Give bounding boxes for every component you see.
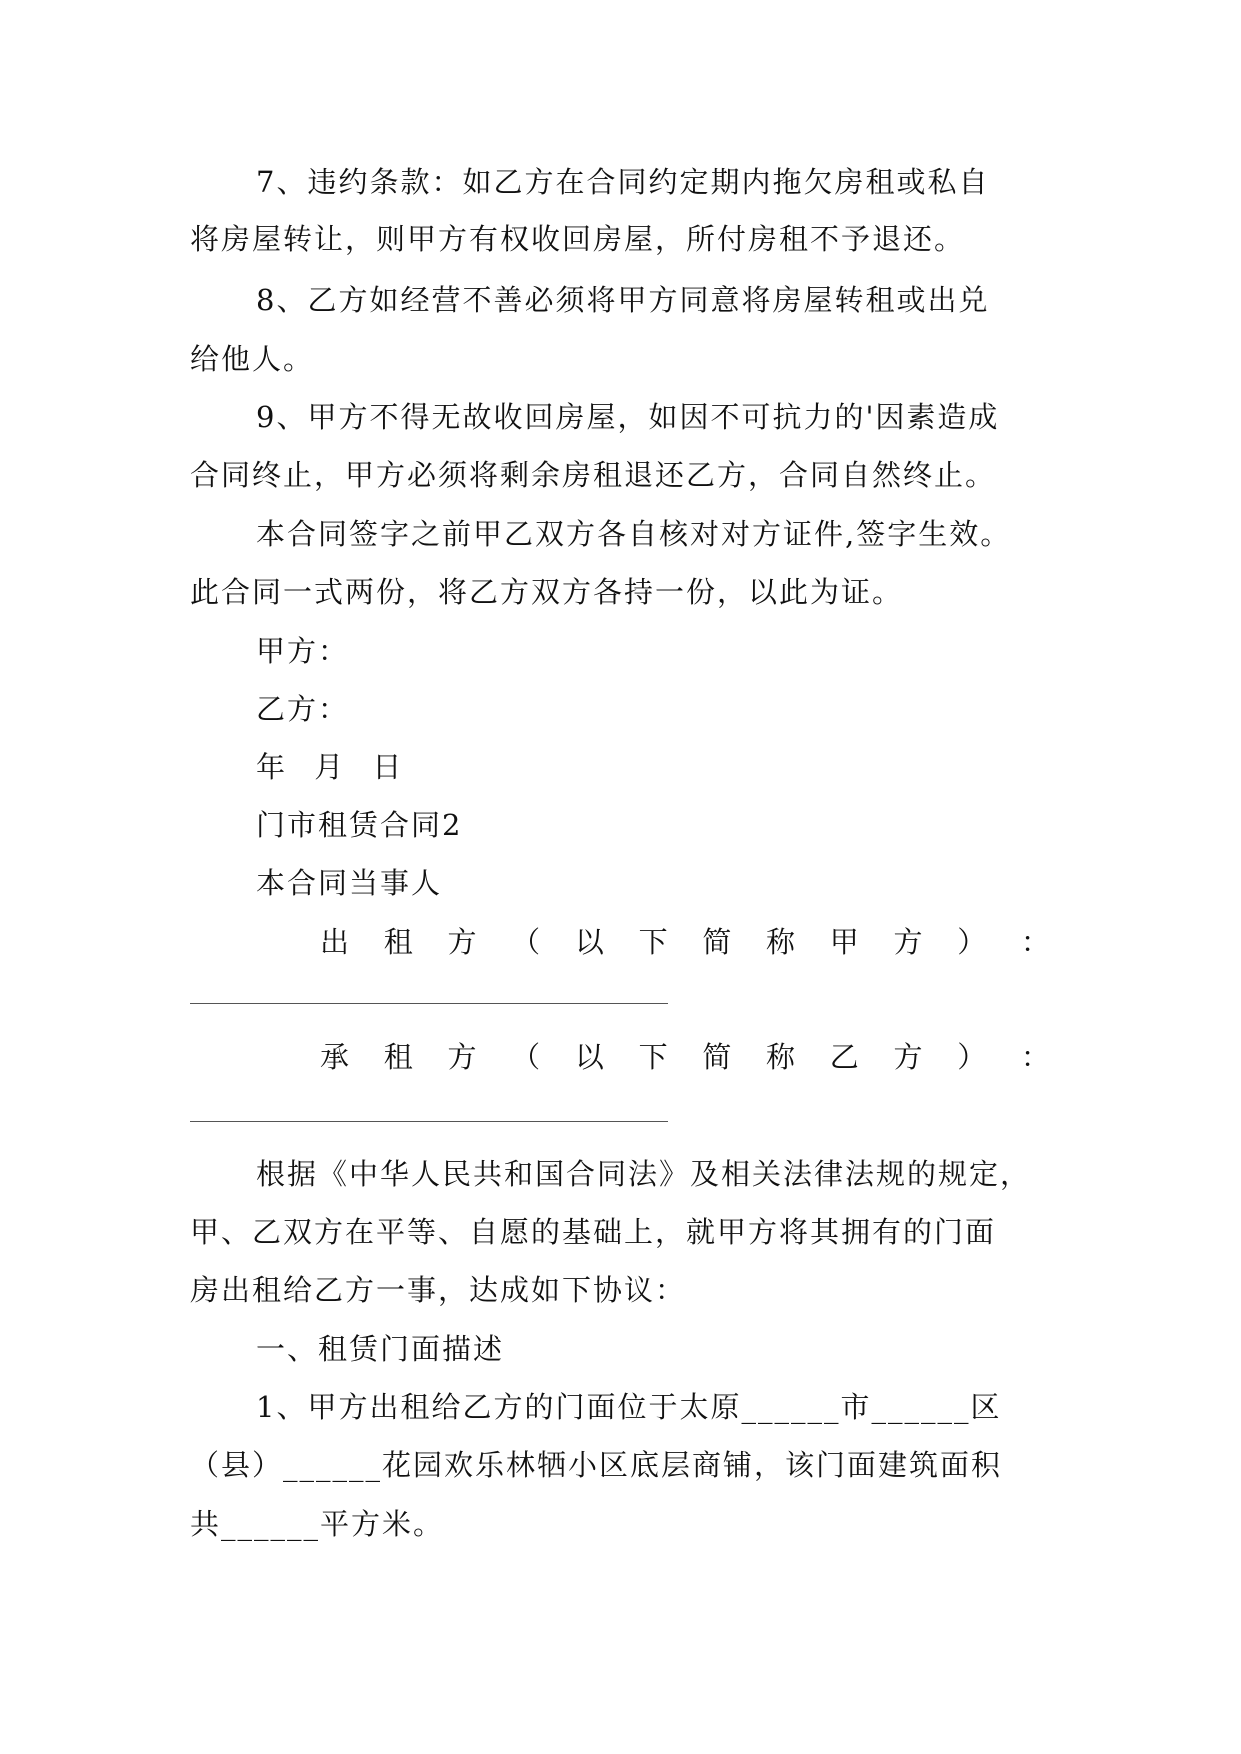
lessor-char: 方	[447, 925, 477, 959]
lessee-char: 乙	[829, 1040, 859, 1074]
lessee-char: 下	[638, 1040, 668, 1074]
lessee-char: 以	[574, 1040, 604, 1074]
lessor-char: 简	[702, 925, 732, 959]
item-1-line-2: （县）______花园欢乐林牺小区底层商铺，该门面建筑面积	[190, 1448, 1003, 1482]
lessee-char: 方	[893, 1040, 923, 1074]
preamble-line-2: 甲、乙双方在平等、自愿的基础上，就甲方将其拥有的门面	[190, 1215, 997, 1249]
lessee-char: ）	[957, 1040, 987, 1074]
lessee-char: 简	[702, 1040, 732, 1074]
lessee-char: 租	[383, 1040, 413, 1074]
lessee-blank-line	[190, 1121, 668, 1122]
lessee-char: ：	[1020, 1040, 1050, 1074]
lessee-char: 方	[447, 1040, 477, 1074]
lessor-char: ）	[957, 925, 987, 959]
item-1-line-3: 共______平方米。	[190, 1507, 445, 1541]
parties-heading: 本合同当事人	[256, 866, 443, 900]
clause-7-line-2: 将房屋转让，则甲方有权收回房屋，所付房租不予退还。	[190, 222, 966, 256]
preamble-line-3: 房出租给乙方一事，达成如下协议：	[190, 1273, 687, 1307]
lessor-char: 称	[766, 925, 796, 959]
lessee-char: 称	[766, 1040, 796, 1074]
lessor-char: 方	[893, 925, 923, 959]
clause-9-line-2: 合同终止，甲方必须将剩余房租退还乙方，合同自然终止。	[190, 458, 997, 492]
lessor-line	[320, 925, 1050, 959]
lessor-blank-line	[190, 1003, 668, 1004]
clause-9-line-1: 9、甲方不得无故收回房屋，如因不可抗力的'因素造成	[256, 400, 1000, 434]
clause-8-line-1: 8、乙方如经营不善必须将甲方同意将房屋转租或出兑	[256, 283, 990, 317]
party-a-signature-label: 甲方：	[256, 634, 350, 668]
lessor-char: 甲	[829, 925, 859, 959]
preamble-line-1: 根据《中华人民共和国合同法》及相关法律法规的规定，	[256, 1157, 1032, 1191]
contract-2-title: 门市租赁合同2	[256, 808, 463, 842]
lessor-char: ：	[1020, 925, 1050, 959]
signing-effect-line-2: 此合同一式两份，将乙方双方各持一份，以此为证。	[190, 575, 904, 609]
item-1-line-1: 1、甲方出租给乙方的门面位于太原______市______区	[256, 1390, 1002, 1424]
lessor-char: 下	[638, 925, 668, 959]
clause-8-line-2: 给他人。	[190, 342, 315, 376]
signing-effect-line-1: 本合同签字之前甲乙双方各自核对对方证件,签字生效。	[256, 517, 1012, 551]
section-1-heading: 一、租赁门面描述	[256, 1332, 505, 1366]
lessor-char: （	[511, 925, 541, 959]
lessor-char: 租	[383, 925, 413, 959]
clause-7-line-1: 7、违约条款：如乙方在合同约定期内拖欠房租或私自	[256, 165, 990, 199]
party-b-signature-label: 乙方：	[256, 692, 350, 726]
lessor-char: 以	[574, 925, 604, 959]
date-label: 年 月 日	[256, 750, 412, 784]
lessee-char: 承	[320, 1040, 350, 1074]
lessee-line	[320, 1040, 1050, 1074]
lessee-char: （	[511, 1040, 541, 1074]
lessor-char: 出	[320, 925, 350, 959]
